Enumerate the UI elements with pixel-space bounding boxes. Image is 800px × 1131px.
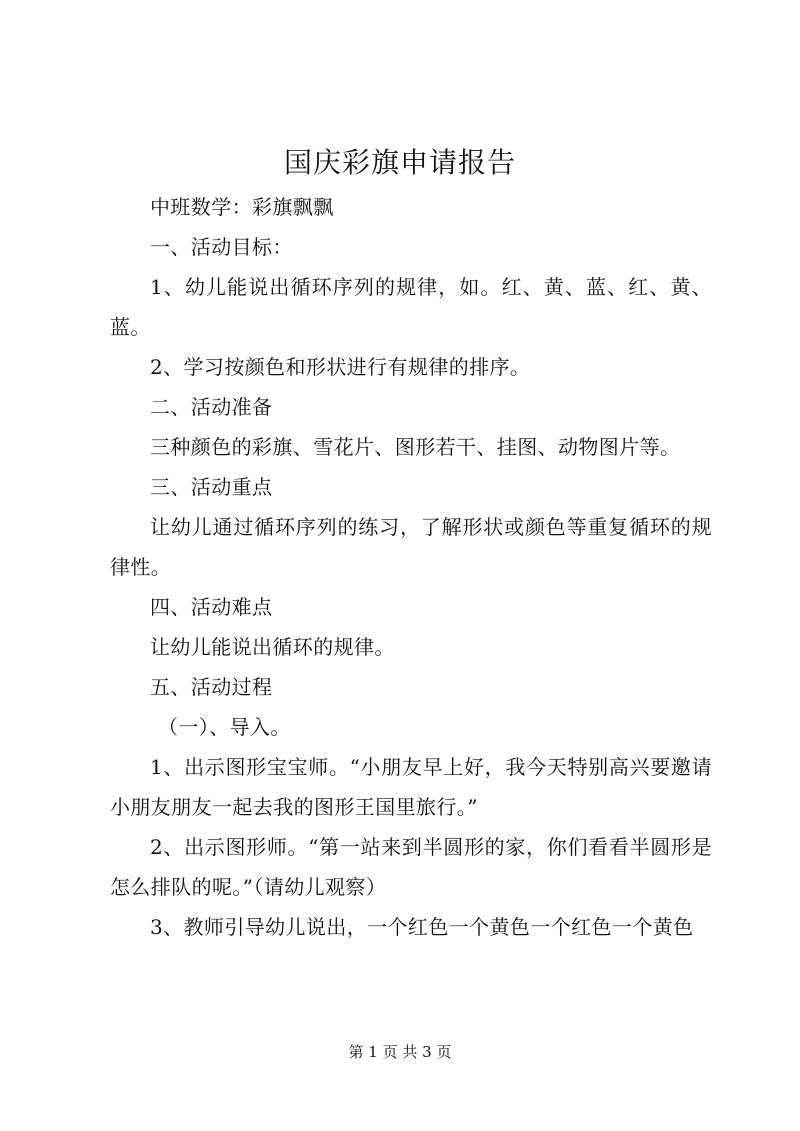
goal-item-1: 1、幼儿能说出循环序列的规律，如。红、黄、蓝、红、黄、蓝。 [110, 275, 712, 339]
heading-preparation: 二、活动准备 [150, 395, 273, 419]
process-step-1: 1、出示图形宝宝师。“小朋友早上好，我今天特别高兴要邀请小朋友朋友一起去我的图形王国里旅行。” [110, 755, 712, 819]
heading-difficulty: 四、活动难点 [150, 595, 273, 619]
document-body [110, 187, 712, 947]
heading-goals: 一、活动目标： [150, 235, 293, 259]
heading-key-point: 三、活动重点 [150, 475, 273, 499]
paragraph-key-point: 让幼儿通过循环序列的练习，了解形状或颜色等重复循环的规律性。 [110, 515, 712, 579]
paragraph-preparation: 三种颜色的彩旗、雪花片、图形若干、挂图、动物图片等。 [150, 435, 681, 459]
process-step-3: 3、教师引导幼儿说出，一个红色一个黄色一个红色一个黄色 [150, 915, 694, 939]
process-step-2: 2、出示图形师。“第一站来到半圆形的家，你们看看半圆形是怎么排队的呢。”（请幼儿观察） [110, 835, 712, 899]
page-footer: 第 1 页 共 3 页 [348, 1043, 452, 1061]
subheading-intro: （一）、导入。 [158, 715, 291, 739]
paragraph-subject: 中班数学：彩旗飘飘 [150, 195, 334, 219]
document-title: 国庆彩旗申请报告 [283, 146, 516, 179]
goal-item-2: 2、学习按颜色和形状进行有规律的排序。 [150, 355, 531, 379]
paragraph-difficulty: 让幼儿能说出循环的规律。 [150, 635, 395, 659]
heading-process: 五、活动过程 [150, 675, 273, 699]
